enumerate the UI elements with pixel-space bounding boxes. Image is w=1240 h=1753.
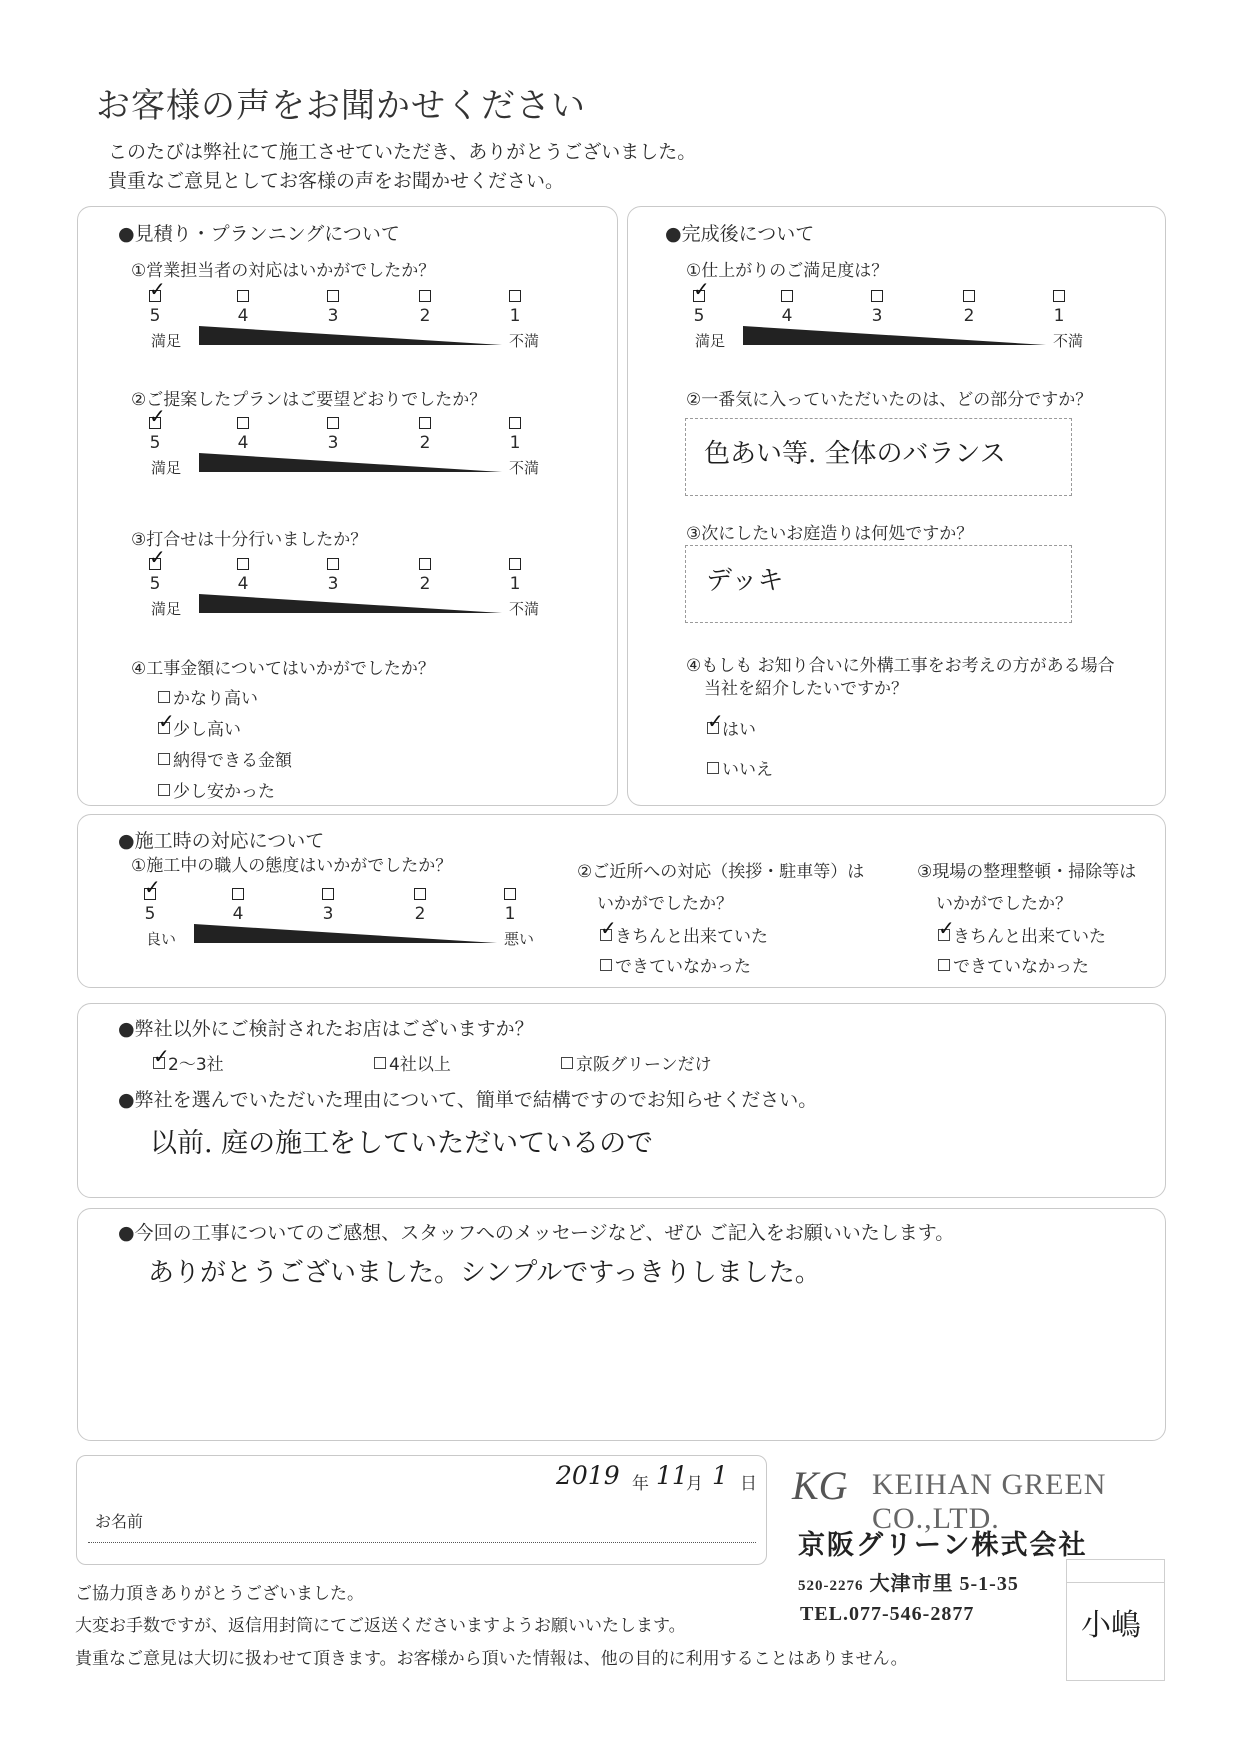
scale-high-label: 不満 bbox=[509, 332, 540, 350]
rating-2-label: 2 bbox=[963, 306, 975, 326]
date-year: 2019 bbox=[556, 1461, 620, 1490]
rating-5-checkbox[interactable] bbox=[144, 888, 156, 900]
name-label: お名前 bbox=[95, 1512, 144, 1531]
rating-2-checkbox[interactable] bbox=[419, 417, 431, 429]
date-day-unit: 日 bbox=[740, 1474, 757, 1494]
option-label: 京阪グリーンだけ bbox=[576, 1055, 712, 1075]
rating-4-label: 4 bbox=[781, 306, 793, 326]
neighbors-option-not-done[interactable] bbox=[600, 952, 751, 977]
footer-privacy: 貴重なご意見は大切に扱わせて頂きます。お客様から頂いた情報は、他の目的に利用することはありません。 bbox=[75, 1649, 908, 1669]
reason-heading: ●弊社を選んでいただいた理由について、簡単で結構ですのでお知らせください。 bbox=[118, 1089, 818, 1111]
next-garden-answer: デッキ bbox=[706, 566, 784, 596]
option-label: はい bbox=[722, 720, 756, 740]
rating-5-checkbox[interactable] bbox=[149, 290, 161, 302]
construction-q3-label-2: いかがでしたか？ bbox=[936, 894, 1072, 914]
checkbox-checked[interactable] bbox=[600, 929, 612, 941]
checkbox[interactable] bbox=[158, 753, 170, 765]
rating-2-checkbox[interactable] bbox=[414, 888, 426, 900]
option-label: 納得できる金額 bbox=[173, 751, 292, 771]
rating-2-label: 2 bbox=[414, 904, 426, 924]
rating-3-label: 3 bbox=[871, 306, 883, 326]
rating-2-checkbox[interactable] bbox=[419, 558, 431, 570]
rating-3-label: 3 bbox=[327, 433, 339, 453]
other-shops-option-4-plus[interactable] bbox=[374, 1050, 451, 1075]
rating-1-checkbox[interactable] bbox=[509, 558, 521, 570]
rating-4-checkbox[interactable] bbox=[232, 888, 244, 900]
other-shops-heading: ●弊社以外にご検討されたお店はございますか？ bbox=[118, 1018, 534, 1040]
rating-1-checkbox[interactable] bbox=[1053, 290, 1065, 302]
intro-line-2: 貴重なご意見としてお客様の声をお聞かせください。 bbox=[108, 170, 565, 192]
construction-q1-scale bbox=[136, 888, 556, 948]
checkbox[interactable] bbox=[158, 784, 170, 796]
estimate-q3-label: ③打合せは十分行いましたか？ bbox=[131, 530, 368, 550]
page-title: お客様の声をお聞かせください bbox=[96, 86, 586, 126]
favorite-part-answer: 色あい等. 全体のバランス bbox=[704, 439, 1006, 469]
option-label: 少し高い bbox=[173, 720, 241, 740]
completion-q4-label-1: ④もしも お知り合いに外構工事をお考えの方がある場合 bbox=[686, 656, 1115, 676]
satisfaction-wedge bbox=[199, 594, 502, 614]
stamp-header bbox=[1067, 1560, 1164, 1583]
option-label: いいえ bbox=[722, 760, 773, 780]
checkbox[interactable] bbox=[158, 691, 170, 703]
option-label: 4社以上 bbox=[389, 1055, 451, 1075]
intro-line-1: このたびは弊社にて施工させていただき、ありがとうございました。 bbox=[108, 141, 697, 163]
rating-5-label: 5 bbox=[149, 306, 161, 326]
rating-4-label: 4 bbox=[237, 306, 249, 326]
rating-3-checkbox[interactable] bbox=[871, 290, 883, 302]
rating-3-checkbox[interactable] bbox=[327, 558, 339, 570]
rating-3-label: 3 bbox=[327, 574, 339, 594]
completion-q1-scale bbox=[685, 290, 1105, 350]
construction-q2-label-2: いかがでしたか？ bbox=[597, 894, 733, 914]
rating-3-label: 3 bbox=[322, 904, 334, 924]
staff-stamp-box bbox=[1066, 1559, 1165, 1681]
rating-1-label: 1 bbox=[504, 904, 516, 924]
price-option-reasonable[interactable] bbox=[158, 746, 292, 771]
scale-high-label: 悪い bbox=[504, 930, 535, 948]
construction-q1-label: ①施工中の職人の態度はいかがでしたか？ bbox=[131, 856, 453, 876]
referral-option-no[interactable] bbox=[707, 755, 773, 780]
rating-3-checkbox[interactable] bbox=[322, 888, 334, 900]
rating-4-checkbox[interactable] bbox=[237, 417, 249, 429]
name-line[interactable] bbox=[88, 1542, 756, 1543]
completion-q2-label: ②一番気に入っていただいたのは、どの部分ですか？ bbox=[686, 390, 1093, 410]
company-logo-mark: KG bbox=[792, 1463, 848, 1508]
reason-answer: 以前. 庭の施工をしていただいているので bbox=[150, 1128, 654, 1159]
rating-5-label: 5 bbox=[149, 574, 161, 594]
checkbox[interactable] bbox=[707, 762, 719, 774]
option-label: きちんと出来ていた bbox=[615, 927, 768, 947]
option-label: 2～3社 bbox=[168, 1055, 224, 1075]
scale-high-label: 不満 bbox=[509, 459, 540, 477]
rating-2-label: 2 bbox=[419, 306, 431, 326]
rating-1-checkbox[interactable] bbox=[504, 888, 516, 900]
rating-4-label: 4 bbox=[237, 574, 249, 594]
rating-5-checkbox[interactable] bbox=[149, 558, 161, 570]
rating-4-checkbox[interactable] bbox=[237, 558, 249, 570]
rating-5-label: 5 bbox=[144, 904, 156, 924]
satisfaction-wedge bbox=[199, 326, 502, 346]
scale-low-label: 満足 bbox=[151, 332, 182, 350]
rating-3-checkbox[interactable] bbox=[327, 417, 339, 429]
checkbox-checked[interactable] bbox=[707, 722, 719, 734]
date-month: 11 bbox=[656, 1461, 688, 1490]
checkbox[interactable] bbox=[374, 1057, 386, 1069]
completion-q4-label-2: 当社を紹介したいですか？ bbox=[704, 679, 908, 699]
rating-1-label: 1 bbox=[509, 433, 521, 453]
scale-low-label: 満足 bbox=[695, 332, 726, 350]
option-label: できていなかった bbox=[953, 957, 1089, 977]
option-label: 少し安かった bbox=[173, 782, 275, 802]
price-option-very-high[interactable] bbox=[158, 684, 258, 709]
rating-4-label: 4 bbox=[232, 904, 244, 924]
checkbox-checked[interactable] bbox=[153, 1057, 165, 1069]
postal-code: 520-2276 bbox=[798, 1578, 864, 1594]
other-shops-option-only-keihan[interactable] bbox=[561, 1050, 712, 1075]
rating-1-checkbox[interactable] bbox=[509, 417, 521, 429]
rating-2-label: 2 bbox=[419, 574, 431, 594]
message-answer: ありがとうございました。シンプルですっきりしました。 bbox=[148, 1258, 821, 1288]
completion-q3-label: ③次にしたいお庭造りは何処ですか？ bbox=[686, 524, 974, 544]
estimate-section-heading: ●見積り・プランニングについて bbox=[118, 223, 400, 245]
company-name-en: KEIHAN GREEN CO.,LTD. bbox=[872, 1468, 1107, 1535]
rating-3-label: 3 bbox=[327, 306, 339, 326]
option-label: かなり高い bbox=[173, 689, 258, 709]
rating-2-label: 2 bbox=[419, 433, 431, 453]
date-day: 1 bbox=[712, 1461, 728, 1490]
scale-high-label: 不満 bbox=[509, 600, 540, 618]
company-address bbox=[798, 1567, 1019, 1596]
rating-5-checkbox[interactable] bbox=[693, 290, 705, 302]
scale-high-label: 不満 bbox=[1053, 332, 1084, 350]
estimate-q2-scale bbox=[141, 417, 561, 477]
other-shops-option-2-3[interactable] bbox=[153, 1050, 224, 1075]
estimate-q3-scale bbox=[141, 558, 561, 618]
rating-1-checkbox[interactable] bbox=[509, 290, 521, 302]
rating-4-label: 4 bbox=[237, 433, 249, 453]
estimate-q2-label: ②ご提案したプランはご要望どおりでしたか？ bbox=[131, 390, 487, 410]
staff-signature: 小嶋 bbox=[1081, 1608, 1141, 1643]
date-year-unit: 年 bbox=[632, 1474, 649, 1494]
next-garden-answer-box[interactable] bbox=[685, 545, 1072, 623]
rating-1-label: 1 bbox=[509, 574, 521, 594]
footer-thanks: ご協力頂きありがとうございました。 bbox=[75, 1584, 364, 1604]
rating-5-label: 5 bbox=[149, 433, 161, 453]
referral-option-yes[interactable] bbox=[707, 715, 756, 740]
scale-low-label: 満足 bbox=[151, 600, 182, 618]
option-label: きちんと出来ていた bbox=[953, 927, 1106, 947]
rating-5-checkbox[interactable] bbox=[149, 417, 161, 429]
rating-5-label: 5 bbox=[693, 306, 705, 326]
rating-1-label: 1 bbox=[509, 306, 521, 326]
satisfaction-wedge bbox=[743, 326, 1046, 346]
company-name-jp: 京阪グリーン株式会社 bbox=[798, 1530, 1088, 1561]
date-month-unit: 月 bbox=[686, 1474, 703, 1494]
completion-section-heading: ●完成後について bbox=[665, 223, 815, 245]
checkbox[interactable] bbox=[938, 959, 950, 971]
company-tel: TEL.077-546-2877 bbox=[800, 1603, 975, 1625]
rating-2-checkbox[interactable] bbox=[963, 290, 975, 302]
price-option-slightly-high[interactable] bbox=[158, 715, 241, 740]
construction-q3-label-1: ③現場の整理整頓・掃除等は bbox=[917, 862, 1137, 882]
favorite-part-answer-box[interactable] bbox=[685, 418, 1072, 496]
rating-4-checkbox[interactable] bbox=[237, 290, 249, 302]
checkbox-checked[interactable] bbox=[938, 929, 950, 941]
neighbors-option-done[interactable] bbox=[600, 922, 768, 947]
option-label: できていなかった bbox=[615, 957, 751, 977]
estimate-q1-label: ①営業担当者の対応はいかがでしたか？ bbox=[131, 261, 436, 281]
construction-section-heading: ●施工時の対応について bbox=[118, 830, 325, 852]
checkbox[interactable] bbox=[561, 1057, 573, 1069]
estimate-q1-scale bbox=[141, 290, 561, 350]
scale-low-label: 良い bbox=[146, 930, 177, 948]
checkbox[interactable] bbox=[600, 959, 612, 971]
rating-4-checkbox[interactable] bbox=[781, 290, 793, 302]
completion-q1-label: ①仕上がりのご満足度は？ bbox=[686, 261, 889, 281]
footer-return-request: 大変お手数ですが、返信用封筒にてご返送くださいますようお願いいたします。 bbox=[75, 1616, 686, 1636]
rating-3-checkbox[interactable] bbox=[327, 290, 339, 302]
construction-q2-label-1: ②ご近所への対応（挨拶・駐車等）は bbox=[577, 862, 865, 882]
checkbox-checked[interactable] bbox=[158, 722, 170, 734]
street-address: 大津市里 5-1-35 bbox=[869, 1573, 1019, 1595]
rating-2-checkbox[interactable] bbox=[419, 290, 431, 302]
satisfaction-wedge bbox=[194, 924, 497, 944]
satisfaction-wedge bbox=[199, 453, 502, 473]
rating-1-label: 1 bbox=[1053, 306, 1065, 326]
estimate-q4-label: ④工事金額についてはいかがでしたか？ bbox=[131, 659, 435, 679]
price-option-slightly-cheap[interactable] bbox=[158, 777, 275, 802]
scale-low-label: 満足 bbox=[151, 459, 182, 477]
site-tidy-option-not-done[interactable] bbox=[938, 952, 1089, 977]
site-tidy-option-done[interactable] bbox=[938, 922, 1106, 947]
message-heading: ●今回の工事についてのご感想、スタッフへのメッセージなど、ぜひ ご記入をお願いいたします。 bbox=[118, 1222, 955, 1244]
